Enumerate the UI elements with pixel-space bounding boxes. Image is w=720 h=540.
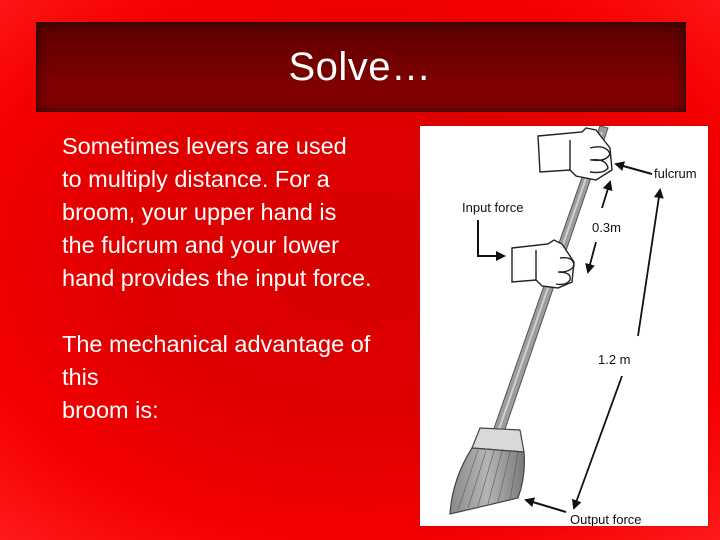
output-force-label: Output force: [570, 512, 642, 526]
paragraph-line-1: Sometimes levers are used: [62, 133, 347, 159]
paragraph-line-4: the fulcrum and your lower: [62, 232, 339, 258]
short-length-label: 0.3m: [592, 220, 621, 235]
input-force-arrow: [478, 220, 504, 256]
lower-hand: [512, 240, 574, 288]
broom-lever-diagram: [420, 126, 708, 526]
question-line-2: this: [62, 364, 99, 390]
output-force-arrow: [526, 500, 566, 512]
slide-title: Solve…: [288, 45, 432, 89]
question-line-1: The mechanical advantage of: [62, 331, 371, 357]
paragraph-line-2: to multiply distance. For a: [62, 166, 330, 192]
fulcrum-label: fulcrum: [654, 166, 697, 181]
short-dimension-arrow-top: [602, 182, 610, 208]
question-line-3: broom is:: [62, 397, 159, 423]
input-force-label: Input force: [462, 200, 524, 215]
short-dimension-arrow-bottom: [588, 242, 596, 272]
long-length-label: 1.2 m: [598, 352, 631, 367]
paragraph-gap: [62, 295, 434, 328]
upper-hand: [538, 128, 612, 180]
fulcrum-arrow: [616, 164, 652, 174]
body-text: [62, 130, 434, 440]
long-dimension-arrow-top: [638, 190, 660, 336]
paragraph-line-3: broom, your upper hand is: [62, 199, 337, 225]
paragraph-line-5: hand provides the input force.: [62, 265, 372, 291]
long-dimension-arrow-bottom: [574, 376, 622, 508]
